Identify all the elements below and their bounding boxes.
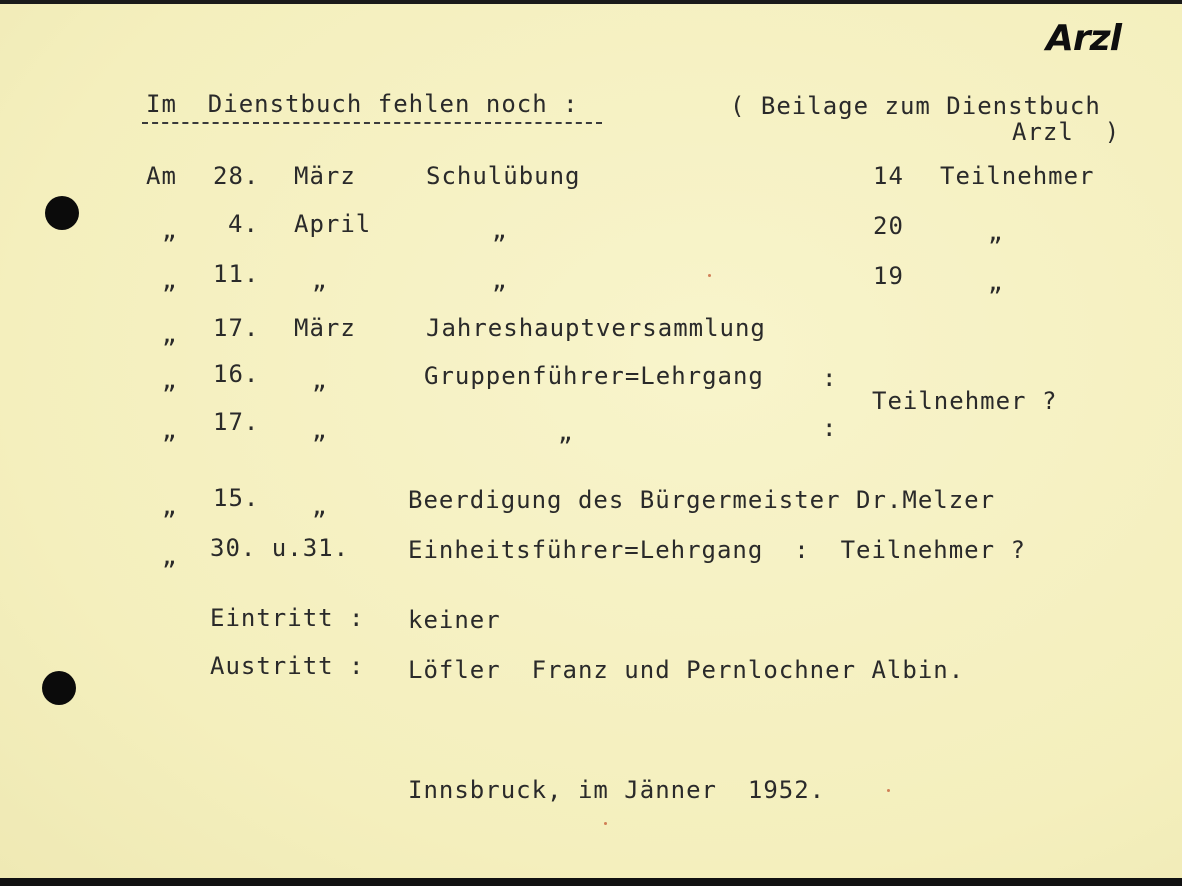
header-underline — [142, 122, 602, 124]
row-prefix: „ — [162, 492, 178, 520]
row-month: „ — [312, 366, 328, 394]
teilnehmer-unknown: Teilnehmer ? — [872, 387, 1058, 415]
header-title: Im Dienstbuch fehlen noch : — [146, 90, 579, 118]
scan-border — [0, 878, 1182, 886]
ink-speck — [604, 822, 607, 825]
document-sheet — [0, 4, 1182, 878]
row-event: „ — [558, 418, 574, 446]
row-event: Einheitsführer=Lehrgang : Teilnehmer ? — [408, 536, 1026, 564]
ink-speck — [887, 789, 890, 792]
header-note-line2: Arzl ) — [1012, 118, 1121, 146]
row-prefix: „ — [162, 542, 178, 570]
row-day: 17. — [213, 314, 260, 342]
place-date: Innsbruck, im Jänner 1952. — [408, 776, 826, 804]
header-note-line1: ( Beilage zum Dienstbuch — [730, 92, 1101, 120]
row-count: 14 — [873, 162, 904, 190]
eintritt-label: Eintritt : — [210, 604, 365, 632]
austritt-value: Löfler Franz und Pernlochner Albin. — [408, 656, 965, 684]
row-event: „ — [492, 266, 508, 294]
austritt-label: Austritt : — [210, 652, 365, 680]
row-colon: : — [822, 364, 838, 392]
eintritt-value: keiner — [408, 606, 501, 634]
row-prefix: „ — [162, 320, 178, 348]
row-prefix: „ — [162, 216, 178, 244]
row-event: Beerdigung des Bürgermeister Dr.Melzer — [408, 486, 996, 514]
row-prefix: „ — [162, 266, 178, 294]
row-month: März — [294, 162, 356, 190]
row-month: „ — [312, 492, 328, 520]
row-month: April — [294, 210, 372, 238]
row-month: „ — [312, 416, 328, 444]
row-prefix: Am — [146, 162, 177, 190]
row-count-label: „ — [988, 268, 1004, 296]
row-month: März — [294, 314, 356, 342]
row-event: „ — [492, 216, 508, 244]
row-day: 28. — [213, 162, 260, 190]
punch-hole-top — [45, 196, 79, 230]
ink-speck — [708, 274, 711, 277]
row-day: 11. — [213, 260, 260, 288]
punch-hole-bottom — [42, 671, 76, 705]
row-count: 19 — [873, 262, 904, 290]
row-day: 15. — [213, 484, 260, 512]
row-day: 4. — [228, 210, 259, 238]
row-prefix: „ — [162, 366, 178, 394]
row-day: 17. — [213, 408, 260, 436]
row-event: Jahreshauptversammlung — [426, 314, 766, 342]
row-day: 16. — [213, 360, 260, 388]
location-stamp: Arzl — [1046, 18, 1121, 59]
row-event: Schulübung — [426, 162, 581, 190]
row-colon: : — [822, 414, 838, 442]
row-count-label: Teilnehmer — [940, 162, 1095, 190]
row-month: „ — [312, 266, 328, 294]
row-count-label: „ — [988, 218, 1004, 246]
row-event: Gruppenführer=Lehrgang — [424, 362, 764, 390]
row-count: 20 — [873, 212, 904, 240]
row-prefix: „ — [162, 416, 178, 444]
row-day: 30. u.31. — [210, 534, 350, 562]
